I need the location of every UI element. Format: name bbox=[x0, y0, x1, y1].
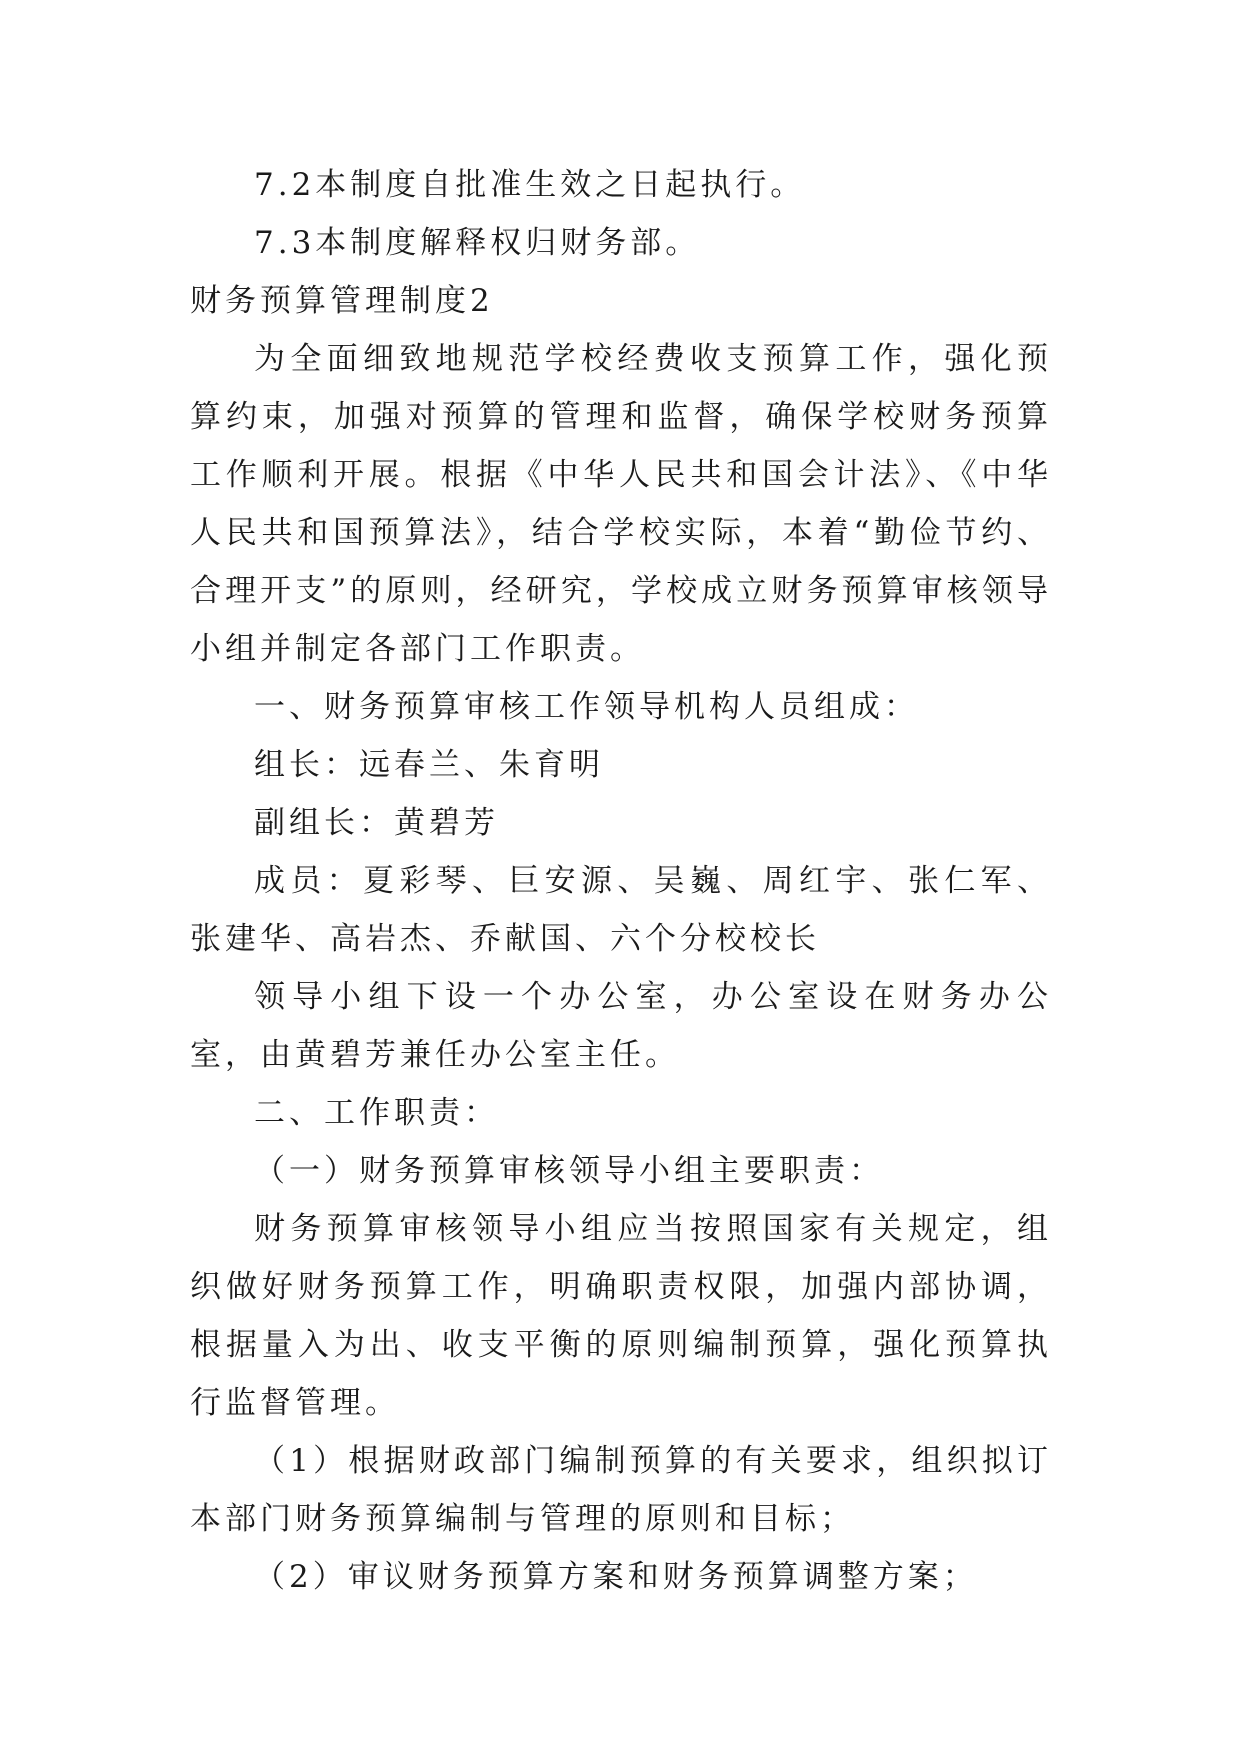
clause-7-2: 7.2本制度自批准生效之日起执行。 bbox=[254, 167, 806, 203]
heading-duties: 二、工作职责： bbox=[254, 1095, 499, 1131]
deputy-leader: 副组长：黄碧芳 bbox=[254, 805, 499, 841]
duty-item-2: （2）审议财务预算方案和财务预算调整方案； bbox=[254, 1559, 978, 1595]
group-members: 成员：夏彩琴、巨安源、吴巍、周红宇、张仁军、张建华、高岩杰、乔献国、六个分校校长 bbox=[190, 863, 1052, 957]
group-leaders: 组长：远春兰、朱育明 bbox=[254, 747, 604, 783]
office-setup: 领导小组下设一个办公室，办公室设在财务办公室，由黄碧芳兼任办公室主任。 bbox=[190, 979, 1052, 1073]
main-duties-paragraph: 财务预算审核领导小组应当按照国家有关规定，组织做好财务预算工作，明确职责权限，加强内部协调，根据量入为出、收支平衡的原则编制预算，强化预算执行监督管理。 bbox=[190, 1211, 1052, 1421]
duty-item-1: （1）根据财政部门编制预算的有关要求，组织拟订本部门财务预算编制与管理的原则和目标； bbox=[190, 1443, 1052, 1537]
document-body bbox=[190, 156, 1052, 1606]
clause-7-3: 7.3本制度解释权归财务部。 bbox=[254, 225, 701, 261]
intro-paragraph: 为全面细致地规范学校经费收支预算工作，强化预算约束，加强对预算的管理和监督，确保学校财务预算工作顺利开展。根据《中华人民共和国会计法》、《中华人民共和国预算法》，结合学校实际，本着“勤俭节约、合理开支”的原则，经研究，学校成立财务预算审核领导小组并制定各部门工作职责。 bbox=[190, 341, 1052, 667]
heading-leadership-composition: 一、财务预算审核工作领导机构人员组成： bbox=[254, 689, 919, 725]
subheading-main-duties: （一）财务预算审核领导小组主要职责： bbox=[254, 1153, 884, 1189]
section-title: 财务预算管理制度2 bbox=[190, 283, 494, 319]
